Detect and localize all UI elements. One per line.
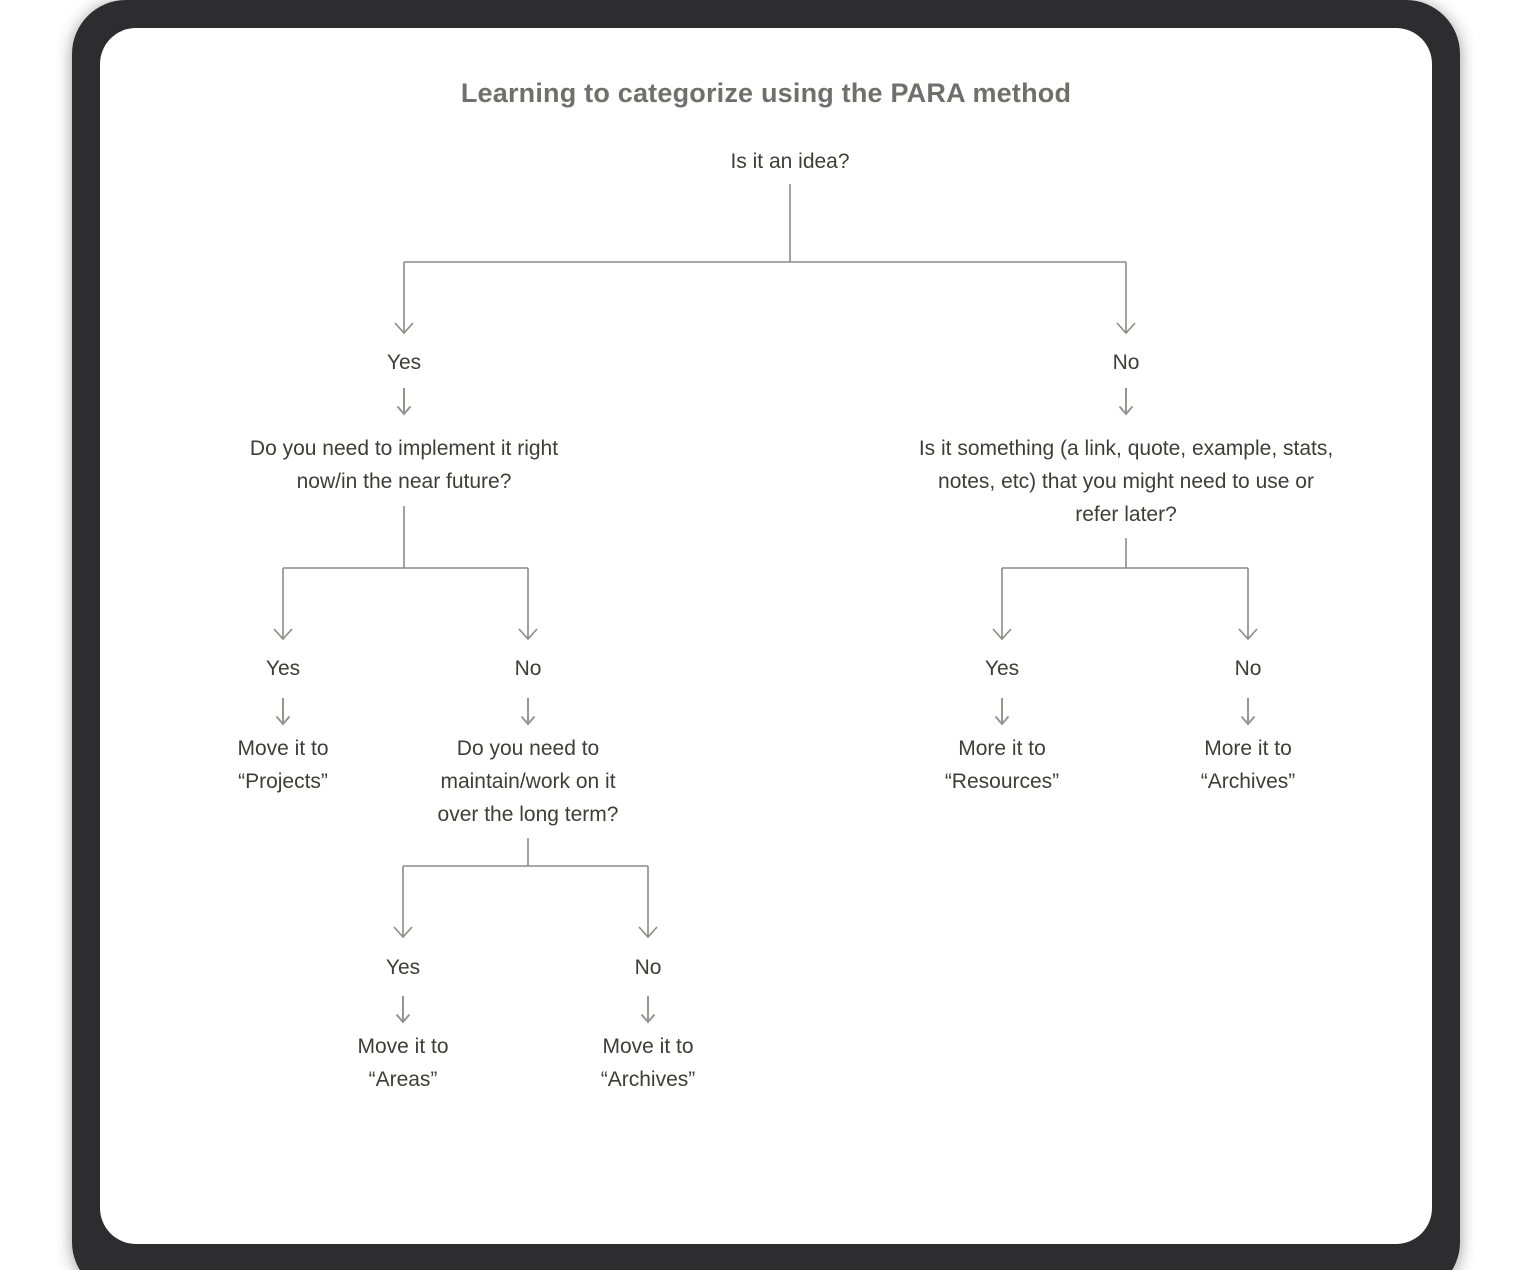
- node-outcome-projects: [237, 732, 328, 798]
- outcome-line: “Resources”: [944, 770, 1060, 793]
- outcome-line: Move it to: [357, 1035, 449, 1058]
- branch-label-refer-no: No: [1234, 657, 1262, 680]
- outcome-line: “Archives”: [1200, 770, 1296, 793]
- question-line: Do you need to: [456, 737, 600, 760]
- node-outcome-archives-right: [1201, 732, 1296, 798]
- device-frame: [72, 0, 1460, 1270]
- branch-label-idea-yes: Yes: [386, 351, 422, 374]
- branch-label-implement-yes: Yes: [265, 657, 301, 680]
- node-question-maintain: [438, 732, 619, 831]
- down-arrow-icon: [1242, 698, 1255, 724]
- connector-implement-branch: [283, 506, 528, 638]
- down-arrow-icon: [522, 698, 535, 724]
- down-arrow-icon: [642, 996, 655, 1022]
- node-root-question: [730, 145, 849, 178]
- node-question-implement: [250, 432, 558, 498]
- question-line: maintain/work on it: [440, 770, 616, 793]
- tree-connectors: [274, 184, 1257, 937]
- down-arrow-icon: [398, 388, 411, 414]
- connector-refer-branch: [1002, 538, 1248, 638]
- node-question-refer: [919, 432, 1333, 531]
- connector-maintain-branch: [403, 838, 648, 936]
- branch-label-maintain-no: No: [634, 956, 662, 979]
- branch-label-idea-no: No: [1112, 351, 1140, 374]
- question-line: Is it something (a link, quote, example, stats,: [918, 437, 1334, 460]
- branch-label-refer-yes: Yes: [984, 657, 1020, 680]
- outcome-line: “Projects”: [238, 770, 328, 793]
- diagram-card: [100, 28, 1432, 1244]
- branch-label-maintain-yes: Yes: [385, 956, 421, 979]
- node-outcome-resources: [945, 732, 1059, 798]
- down-arrow-icon: [996, 698, 1009, 724]
- node-outcome-areas: [357, 1030, 448, 1096]
- question-line: notes, etc) that you might need to use or: [938, 470, 1314, 493]
- down-arrow-icon: [397, 996, 410, 1022]
- outcome-line: More it to: [1204, 737, 1292, 760]
- diagram-title: Learning to categorize using the PARA method: [460, 78, 1072, 108]
- outcome-line: More it to: [958, 737, 1046, 760]
- outcome-line: Move it to: [237, 737, 329, 760]
- question-line: Is it an idea?: [730, 150, 850, 173]
- outcome-line: “Areas”: [368, 1068, 438, 1091]
- question-line: over the long term?: [437, 803, 619, 826]
- connector-layer: [100, 28, 1432, 1244]
- down-arrow-icon: [277, 698, 290, 724]
- outcome-line: Move it to: [602, 1035, 694, 1058]
- question-line: Do you need to implement it right: [249, 437, 559, 460]
- connector-root-branch: [404, 184, 1126, 332]
- question-line: refer later?: [1075, 503, 1177, 526]
- question-line: now/in the near future?: [296, 470, 512, 493]
- node-outcome-archives-left: [601, 1030, 696, 1096]
- branch-label-implement-no: No: [514, 657, 542, 680]
- outcome-line: “Archives”: [600, 1068, 696, 1091]
- down-arrow-icon: [1120, 388, 1133, 414]
